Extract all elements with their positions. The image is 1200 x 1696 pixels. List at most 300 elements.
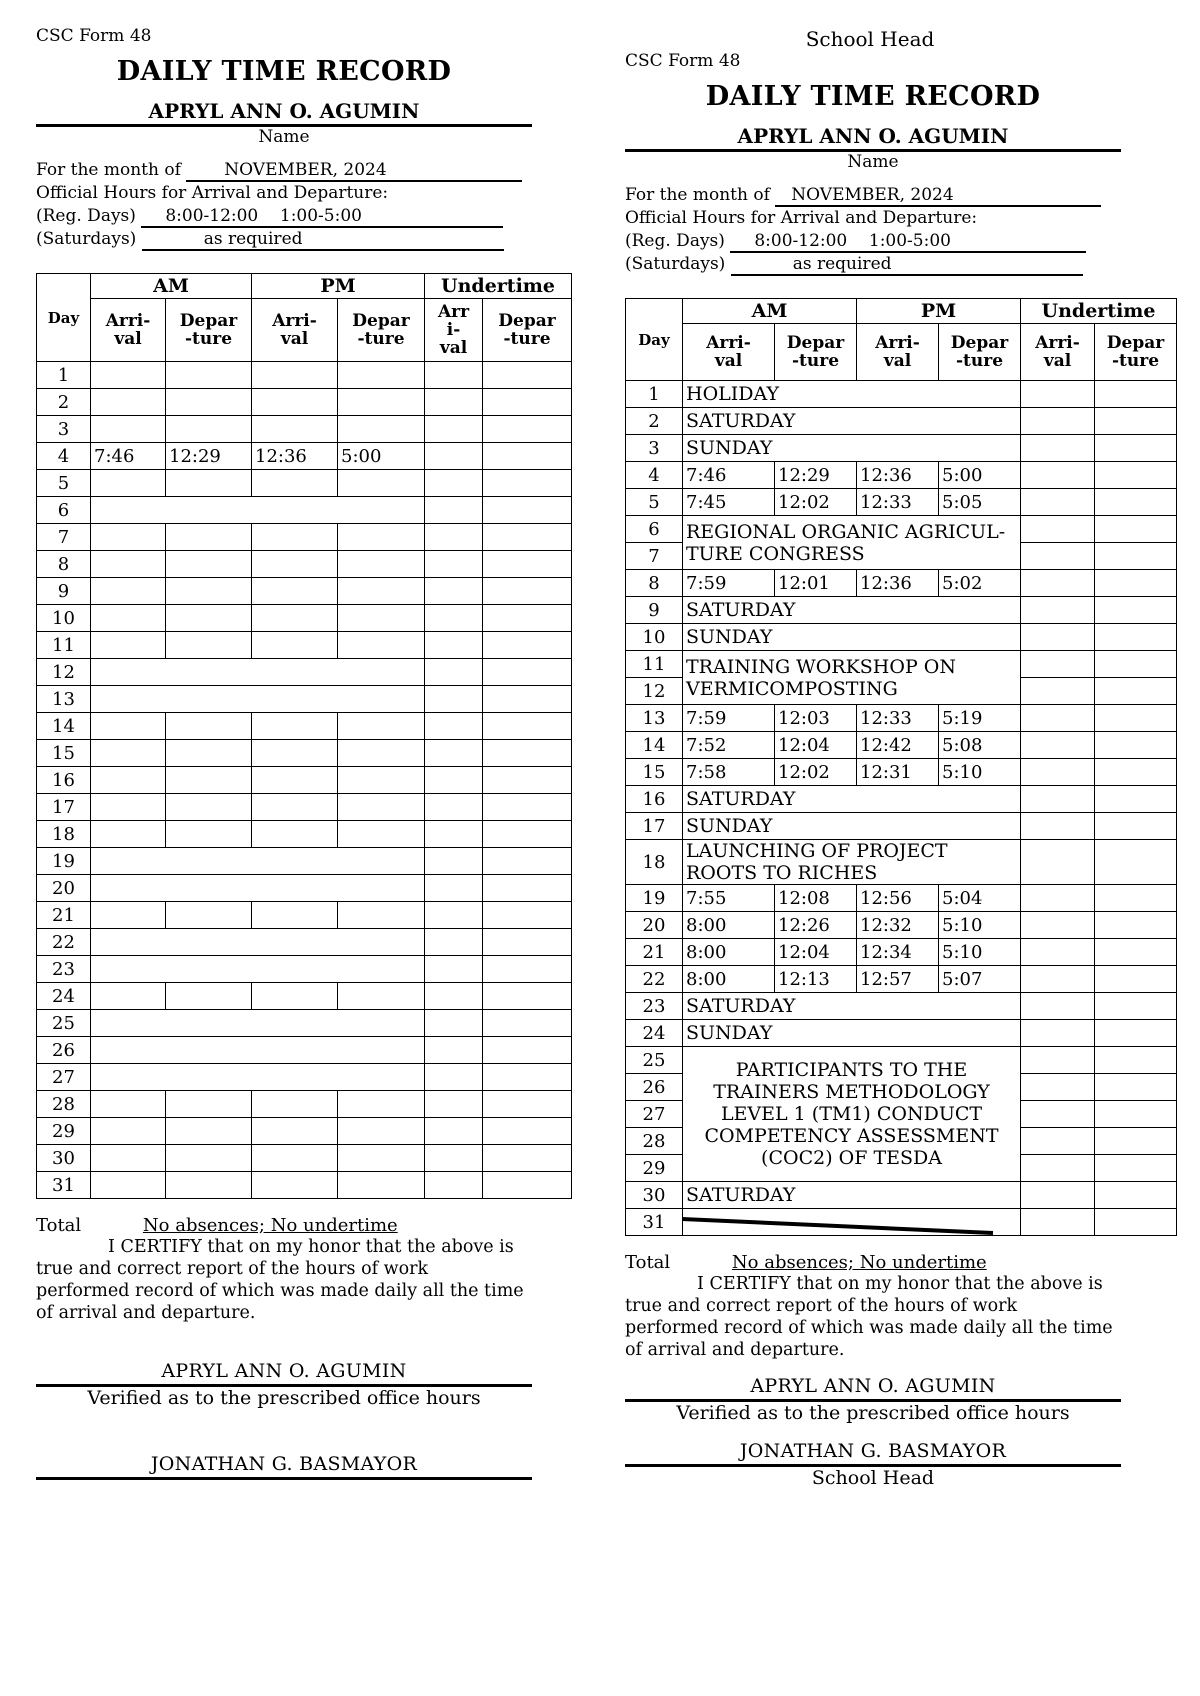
am-departure-cell: 12:04: [775, 939, 857, 966]
time-cell: [252, 1145, 338, 1172]
undertime-departure-cell: [1095, 462, 1177, 489]
table-row: [626, 1047, 1177, 1074]
undertime-departure-cell: [1095, 570, 1177, 597]
day-number: 16: [626, 786, 683, 813]
time-cell: [338, 578, 425, 605]
merged-cell: [91, 1037, 425, 1064]
am-arrival-cell: 7:52: [683, 732, 775, 759]
table-row: [37, 902, 572, 929]
undertime-departure-cell: [483, 929, 572, 956]
time-cell: [252, 578, 338, 605]
day-header: Day: [626, 299, 683, 381]
undertime-header: Undertime: [1021, 299, 1177, 324]
am-departure-cell: 12:04: [775, 732, 857, 759]
time-cell: [252, 767, 338, 794]
day-number: 19: [626, 885, 683, 912]
pm-departure-cell: 5:00: [338, 443, 425, 470]
ut-arrival-header: Arri- val: [1021, 324, 1095, 381]
time-cell: [91, 605, 166, 632]
day-number: 7: [37, 524, 91, 551]
pm-arrival-cell: 12:33: [857, 705, 939, 732]
pm-header: PM: [252, 274, 425, 299]
reg-days-am: 8:00-12:00: [754, 231, 848, 251]
undertime-departure-cell: [1095, 651, 1177, 678]
ut-arrival-header: Arr i- val: [425, 299, 483, 362]
undertime-arrival-cell: [1021, 966, 1095, 993]
day-number: 23: [626, 993, 683, 1020]
saturdays-label: (Saturdays): [36, 229, 137, 249]
total-value: No absences; No undertime: [731, 1252, 987, 1273]
am-arrival-cell: 7:46: [683, 462, 775, 489]
table-row: [37, 983, 572, 1010]
day-number: 26: [37, 1037, 91, 1064]
time-cell: [91, 821, 166, 848]
undertime-departure-cell: [483, 821, 572, 848]
reg-days-line: [625, 230, 1185, 253]
pm-arrival-cell: 12:42: [857, 732, 939, 759]
time-cell: [166, 416, 252, 443]
am-header: AM: [91, 274, 252, 299]
day-number: 22: [626, 966, 683, 993]
time-cell: [91, 767, 166, 794]
time-table-right: [625, 298, 1177, 1236]
day-number: 25: [37, 1010, 91, 1037]
time-cell: [91, 983, 166, 1010]
month-label: For the month of: [36, 160, 181, 180]
undertime-arrival-cell: [1021, 516, 1095, 543]
time-cell: [252, 605, 338, 632]
pm-arrival-cell: 12:36: [252, 443, 338, 470]
undertime-departure-cell: [1095, 1074, 1177, 1101]
undertime-departure-cell: [1095, 759, 1177, 786]
undertime-departure-cell: [1095, 1182, 1177, 1209]
undertime-arrival-cell: [1021, 543, 1095, 570]
am-arrival-cell: 7:59: [683, 570, 775, 597]
undertime-departure-cell: [1095, 678, 1177, 705]
day-number: 21: [626, 939, 683, 966]
undertime-arrival-cell: [1021, 1074, 1095, 1101]
table-row: [626, 732, 1177, 759]
undertime-arrival-cell: [1021, 678, 1095, 705]
time-cell: [91, 902, 166, 929]
undertime-arrival-cell: [425, 740, 483, 767]
day-note: PARTICIPANTS TO THE TRAINERS METHODOLOGY LEVEL 1 (TM1) CONDUCT COMPETENCY ASSESSMENT (COC2) OF TESDA: [683, 1047, 1021, 1182]
day-note: TRAINING WORKSHOP ON VERMICOMPOSTING: [683, 651, 1021, 705]
pm-departure-header: Depar -ture: [939, 324, 1021, 381]
undertime-departure-cell: [483, 1064, 572, 1091]
table-row: [626, 570, 1177, 597]
time-cell: [91, 470, 166, 497]
undertime-arrival-cell: [425, 632, 483, 659]
undertime-arrival-cell: [425, 929, 483, 956]
time-cell: [338, 821, 425, 848]
undertime-departure-cell: [1095, 993, 1177, 1020]
undertime-departure-cell: [483, 470, 572, 497]
saturdays-label: (Saturdays): [625, 254, 726, 274]
day-number: 9: [626, 597, 683, 624]
time-cell: [166, 740, 252, 767]
table-row: [37, 1091, 572, 1118]
pm-arrival-header: Arri- val: [857, 324, 939, 381]
undertime-arrival-cell: [1021, 624, 1095, 651]
day-number: 23: [37, 956, 91, 983]
undertime-departure-cell: [483, 713, 572, 740]
certification-text: I CERTIFY that on my honor that the above is true and correct report of the hours of work performed record of which was made daily all the time of arrival and departure.: [625, 1274, 1113, 1360]
table-row: [37, 416, 572, 443]
time-cell: [91, 416, 166, 443]
time-cell: [338, 794, 425, 821]
pm-departure-cell: 5:10: [939, 939, 1021, 966]
table-row: [626, 462, 1177, 489]
table-row: [37, 524, 572, 551]
undertime-arrival-cell: [425, 497, 483, 524]
am-departure-header: Depar -ture: [166, 299, 252, 362]
day-number: 26: [626, 1074, 683, 1101]
table-row: [37, 740, 572, 767]
employee-name: APRYL ANN O. AGUMIN: [625, 124, 1121, 152]
time-cell: [166, 902, 252, 929]
time-cell: [91, 713, 166, 740]
undertime-departure-cell: [483, 497, 572, 524]
day-number: 3: [626, 435, 683, 462]
undertime-departure-cell: [483, 686, 572, 713]
reg-days-line: [36, 205, 566, 228]
total-label: Total: [36, 1215, 82, 1236]
am-arrival-header: Arri- val: [683, 324, 775, 381]
am-arrival-cell: 7:59: [683, 705, 775, 732]
undertime-arrival-cell: [1021, 489, 1095, 516]
day-number: 21: [37, 902, 91, 929]
time-cell: [166, 794, 252, 821]
time-cell: [338, 551, 425, 578]
day-number: 29: [37, 1118, 91, 1145]
verifier-name: JONATHAN G. BASMAYOR: [625, 1440, 1121, 1467]
pm-arrival-cell: 12:33: [857, 489, 939, 516]
undertime-departure-cell: [1095, 912, 1177, 939]
undertime-departure-cell: [1095, 966, 1177, 993]
month-value: NOVEMBER, 2024: [186, 161, 522, 182]
time-cell: [91, 1145, 166, 1172]
pm-departure-cell: 5:19: [939, 705, 1021, 732]
time-cell: [338, 983, 425, 1010]
undertime-arrival-cell: [425, 1037, 483, 1064]
day-note: REGIONAL ORGANIC AGRICUL- TURE CONGRESS: [683, 516, 1021, 570]
time-cell: [252, 551, 338, 578]
table-row: [626, 1182, 1177, 1209]
school-head-caption: School Head: [811, 1467, 935, 1489]
table-row: [37, 389, 572, 416]
undertime-arrival-cell: [425, 362, 483, 389]
undertime-departure-cell: [1095, 1020, 1177, 1047]
day-number: 17: [626, 813, 683, 840]
table-row: [37, 794, 572, 821]
table-row: [626, 624, 1177, 651]
undertime-departure-cell: [483, 551, 572, 578]
undertime-departure-cell: [483, 1172, 572, 1199]
pm-arrival-cell: 12:31: [857, 759, 939, 786]
undertime-departure-cell: [483, 1037, 572, 1064]
day-number: 13: [37, 686, 91, 713]
time-cell: [91, 794, 166, 821]
undertime-arrival-cell: [1021, 570, 1095, 597]
undertime-arrival-cell: [425, 524, 483, 551]
time-cell: [166, 1172, 252, 1199]
time-cell: [252, 740, 338, 767]
time-cell: [166, 1091, 252, 1118]
pm-departure-cell: 5:08: [939, 732, 1021, 759]
undertime-arrival-cell: [425, 578, 483, 605]
undertime-departure-cell: [1095, 813, 1177, 840]
time-cell: [252, 470, 338, 497]
dtr-form-left: [36, 26, 566, 1480]
merged-cell: [91, 848, 425, 875]
day-header: Day: [37, 274, 91, 362]
undertime-arrival-cell: [425, 389, 483, 416]
undertime-arrival-cell: [425, 794, 483, 821]
reg-days-value: [141, 207, 503, 228]
time-cell: [338, 470, 425, 497]
undertime-arrival-cell: [1021, 1128, 1095, 1155]
pm-departure-cell: 5:10: [939, 759, 1021, 786]
day-note: SATURDAY: [683, 786, 1021, 813]
undertime-arrival-cell: [425, 848, 483, 875]
day-number: 5: [37, 470, 91, 497]
day-number: 30: [626, 1182, 683, 1209]
undertime-arrival-cell: [425, 1172, 483, 1199]
undertime-arrival-cell: [1021, 759, 1095, 786]
table-row: [626, 381, 1177, 408]
undertime-arrival-cell: [1021, 1047, 1095, 1074]
undertime-arrival-cell: [1021, 705, 1095, 732]
undertime-arrival-cell: [425, 956, 483, 983]
day-number: 27: [626, 1101, 683, 1128]
undertime-arrival-cell: [425, 605, 483, 632]
day-number: 15: [37, 740, 91, 767]
day-number: 10: [37, 605, 91, 632]
undertime-arrival-cell: [425, 443, 483, 470]
am-departure-cell: 12:02: [775, 489, 857, 516]
undertime-arrival-cell: [1021, 939, 1095, 966]
undertime-arrival-cell: [425, 659, 483, 686]
table-row: [37, 362, 572, 389]
undertime-departure-cell: [1095, 939, 1177, 966]
reg-days-pm: 1:00-5:00: [279, 206, 362, 226]
undertime-arrival-cell: [1021, 912, 1095, 939]
undertime-arrival-cell: [1021, 732, 1095, 759]
time-cell: [338, 524, 425, 551]
am-arrival-header: Arri- val: [91, 299, 166, 362]
time-cell: [338, 362, 425, 389]
table-row: [37, 470, 572, 497]
pm-header: PM: [857, 299, 1021, 324]
reg-days-value: [730, 232, 1086, 253]
pm-arrival-cell: 12:34: [857, 939, 939, 966]
time-cell: [91, 1118, 166, 1145]
day-number: 28: [37, 1091, 91, 1118]
table-row: [626, 516, 1177, 543]
table-row: [626, 786, 1177, 813]
time-cell: [338, 1145, 425, 1172]
am-departure-cell: 12:13: [775, 966, 857, 993]
am-arrival-cell: 7:58: [683, 759, 775, 786]
time-cell: [91, 740, 166, 767]
undertime-arrival-cell: [1021, 786, 1095, 813]
undertime-departure-cell: [483, 362, 572, 389]
undertime-departure-cell: [483, 389, 572, 416]
undertime-arrival-cell: [425, 1064, 483, 1091]
time-cell: [166, 551, 252, 578]
time-cell: [338, 416, 425, 443]
day-number: 24: [37, 983, 91, 1010]
undertime-departure-cell: [1095, 1155, 1177, 1182]
undertime-departure-cell: [483, 767, 572, 794]
right-table-body: [626, 381, 1177, 1236]
undertime-departure-cell: [483, 956, 572, 983]
undertime-departure-cell: [1095, 1128, 1177, 1155]
table-row: [626, 912, 1177, 939]
table-row: [626, 840, 1177, 885]
undertime-departure-cell: [483, 1010, 572, 1037]
undertime-arrival-cell: [425, 767, 483, 794]
undertime-departure-cell: [1095, 732, 1177, 759]
undertime-departure-cell: [1095, 381, 1177, 408]
table-row: [37, 578, 572, 605]
undertime-arrival-cell: [1021, 813, 1095, 840]
time-cell: [91, 632, 166, 659]
undertime-departure-cell: [1095, 1047, 1177, 1074]
undertime-arrival-cell: [1021, 651, 1095, 678]
undertime-departure-cell: [483, 983, 572, 1010]
am-departure-header: Depar -ture: [775, 324, 857, 381]
table-row: [37, 821, 572, 848]
day-note: SUNDAY: [683, 813, 1021, 840]
undertime-arrival-cell: [425, 1010, 483, 1037]
ut-departure-header: Depar -ture: [483, 299, 572, 362]
time-cell: [91, 362, 166, 389]
undertime-departure-cell: [483, 740, 572, 767]
time-cell: [166, 389, 252, 416]
pm-arrival-cell: 12:32: [857, 912, 939, 939]
am-departure-cell: 12:29: [775, 462, 857, 489]
day-number: 19: [37, 848, 91, 875]
undertime-departure-cell: [483, 524, 572, 551]
official-hours-label: Official Hours for Arrival and Departure:: [625, 208, 978, 228]
undertime-departure-cell: [483, 443, 572, 470]
day-number: 27: [37, 1064, 91, 1091]
time-cell: [252, 632, 338, 659]
table-row: [626, 408, 1177, 435]
ut-departure-header: Depar -ture: [1095, 324, 1177, 381]
dtr-form-right: [625, 51, 1185, 1489]
undertime-departure-cell: [483, 1145, 572, 1172]
undertime-arrival-cell: [425, 1118, 483, 1145]
undertime-departure-cell: [1095, 408, 1177, 435]
day-number: 11: [626, 651, 683, 678]
undertime-departure-cell: [1095, 435, 1177, 462]
day-number: 31: [626, 1209, 683, 1236]
day-number: 30: [37, 1145, 91, 1172]
am-departure-cell: 12:29: [166, 443, 252, 470]
certification-text: I CERTIFY that on my honor that the above is true and correct report of the hours of work performed record of which was made daily all the time of arrival and departure.: [36, 1237, 524, 1323]
table-row: [626, 885, 1177, 912]
undertime-arrival-cell: [425, 416, 483, 443]
day-note: SUNDAY: [683, 1020, 1021, 1047]
day-number: 28: [626, 1128, 683, 1155]
undertime-departure-cell: [483, 659, 572, 686]
day-number: 12: [37, 659, 91, 686]
total-line: [625, 1252, 1185, 1273]
pm-arrival-cell: 12:56: [857, 885, 939, 912]
am-header: AM: [683, 299, 857, 324]
day-number: 17: [37, 794, 91, 821]
pm-departure-cell: 5:00: [939, 462, 1021, 489]
table-row: [626, 489, 1177, 516]
undertime-arrival-cell: [1021, 1155, 1095, 1182]
time-cell: [91, 524, 166, 551]
day-number: 16: [37, 767, 91, 794]
table-row: [37, 1145, 572, 1172]
reg-days-label: (Reg. Days): [36, 206, 136, 226]
table-row: [37, 875, 572, 902]
time-cell: [166, 470, 252, 497]
day-note: SATURDAY: [683, 597, 1021, 624]
month-label: For the month of: [625, 185, 770, 205]
day-number: 4: [37, 443, 91, 470]
day-number: 6: [37, 497, 91, 524]
table-row: [626, 705, 1177, 732]
merged-cell: [91, 1064, 425, 1091]
undertime-departure-cell: [1095, 1101, 1177, 1128]
undertime-departure-cell: [1095, 705, 1177, 732]
saturdays-line: [625, 253, 1185, 276]
time-cell: [91, 389, 166, 416]
day-note: SUNDAY: [683, 624, 1021, 651]
table-row: [37, 632, 572, 659]
day-number: 2: [37, 389, 91, 416]
time-cell: [338, 1118, 425, 1145]
time-cell: [252, 821, 338, 848]
am-departure-cell: 12:01: [775, 570, 857, 597]
merged-cell: [91, 497, 425, 524]
reg-days-pm: 1:00-5:00: [868, 231, 951, 251]
pm-departure-cell: 5:07: [939, 966, 1021, 993]
day-note: LAUNCHING OF PROJECT ROOTS TO RICHES: [683, 840, 1021, 885]
undertime-departure-cell: [1095, 840, 1177, 885]
undertime-departure-cell: [483, 632, 572, 659]
day-number: 4: [626, 462, 683, 489]
form-title: DAILY TIME RECORD: [705, 81, 1041, 112]
day-number: 7: [626, 543, 683, 570]
school-head-top-caption: School Head: [805, 27, 935, 51]
day-number: 6: [626, 516, 683, 543]
table-row: [37, 713, 572, 740]
time-cell: [338, 1091, 425, 1118]
am-arrival-cell: 8:00: [683, 912, 775, 939]
saturdays-line: [36, 228, 566, 251]
undertime-arrival-cell: [425, 1145, 483, 1172]
undertime-arrival-cell: [425, 551, 483, 578]
hours-info: [36, 159, 566, 251]
undertime-departure-cell: [483, 1118, 572, 1145]
employee-signature-name: APRYL ANN O. AGUMIN: [36, 1360, 532, 1387]
time-cell: [252, 713, 338, 740]
time-cell: [252, 983, 338, 1010]
undertime-departure-cell: [1095, 1209, 1177, 1236]
employee-name: APRYL ANN O. AGUMIN: [36, 99, 532, 127]
table-row: [626, 597, 1177, 624]
table-row: [626, 651, 1177, 678]
am-arrival-cell: 7:45: [683, 489, 775, 516]
